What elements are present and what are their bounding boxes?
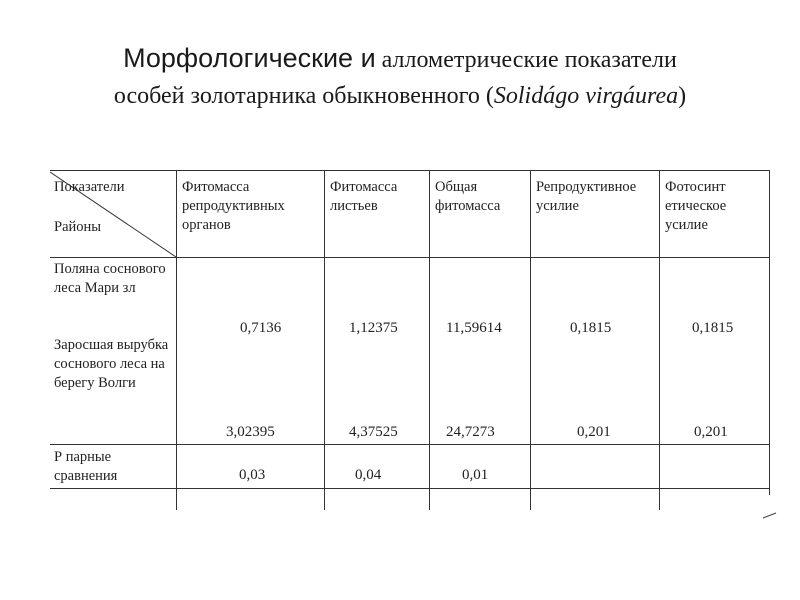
table-col-divider-5 xyxy=(659,170,660,510)
header-leaf-biomass: Фитомасса листьев xyxy=(330,179,398,214)
value-cell: 0,7136 xyxy=(240,320,282,336)
title-line-2-part-2: ) xyxy=(678,83,687,109)
row-label-pine-glade: Поляна соснового леса Мари зл xyxy=(54,261,166,296)
header-reproductive-effort: Репродуктивное усилие xyxy=(536,179,637,214)
corner-label-regions: Районы xyxy=(54,219,102,235)
header-photosynthetic-effort: Фотосинт етическое усилие xyxy=(665,179,727,233)
table-col-divider-3 xyxy=(429,170,430,510)
table-right-border xyxy=(769,170,770,495)
value-cell: 1,12375 xyxy=(349,320,398,336)
value-cell: 0,04 xyxy=(355,467,382,483)
table-row-separator xyxy=(50,444,770,445)
corner-label-indicators: Показатели xyxy=(54,179,125,195)
title-line-1 xyxy=(0,40,800,78)
value-cell: 0,201 xyxy=(577,424,611,440)
title-line-1-part-1: Морфологические и xyxy=(123,43,376,73)
header-reproductive-biomass: Фитомасса репродуктивных органов xyxy=(182,179,285,233)
value-cell: 24,7273 xyxy=(446,424,495,440)
value-cell: 11,59614 xyxy=(446,320,502,336)
title-line-2 xyxy=(0,78,800,114)
value-cell: 0,201 xyxy=(694,424,728,440)
value-cell: 0,1815 xyxy=(570,320,612,336)
slide-title xyxy=(0,40,800,114)
table-bottom-border xyxy=(50,488,770,489)
header-total-biomass: Общая фитомасса xyxy=(435,179,501,214)
value-cell: 0,03 xyxy=(239,467,266,483)
value-cell: 4,37525 xyxy=(349,424,398,440)
table-col-divider-2 xyxy=(324,170,325,510)
title-line-1-part-2: аллометрические показатели xyxy=(375,47,677,73)
stray-mark xyxy=(762,510,778,520)
row-label-overgrown-clearing: Заросшая вырубка соснового леса на берегу Волги xyxy=(54,337,169,391)
value-cell: 0,1815 xyxy=(692,320,734,336)
value-cell: 0,01 xyxy=(462,467,489,483)
table-col-divider-4 xyxy=(530,170,531,510)
row-label-pairwise-p: Р парные сравнения xyxy=(54,449,118,484)
title-species-name: Solidágo virgáurea xyxy=(493,83,679,109)
title-line-2-part-1: особей золотарника обыкновенного ( xyxy=(113,83,494,109)
value-cell: 3,02395 xyxy=(226,424,275,440)
data-table xyxy=(42,170,772,510)
